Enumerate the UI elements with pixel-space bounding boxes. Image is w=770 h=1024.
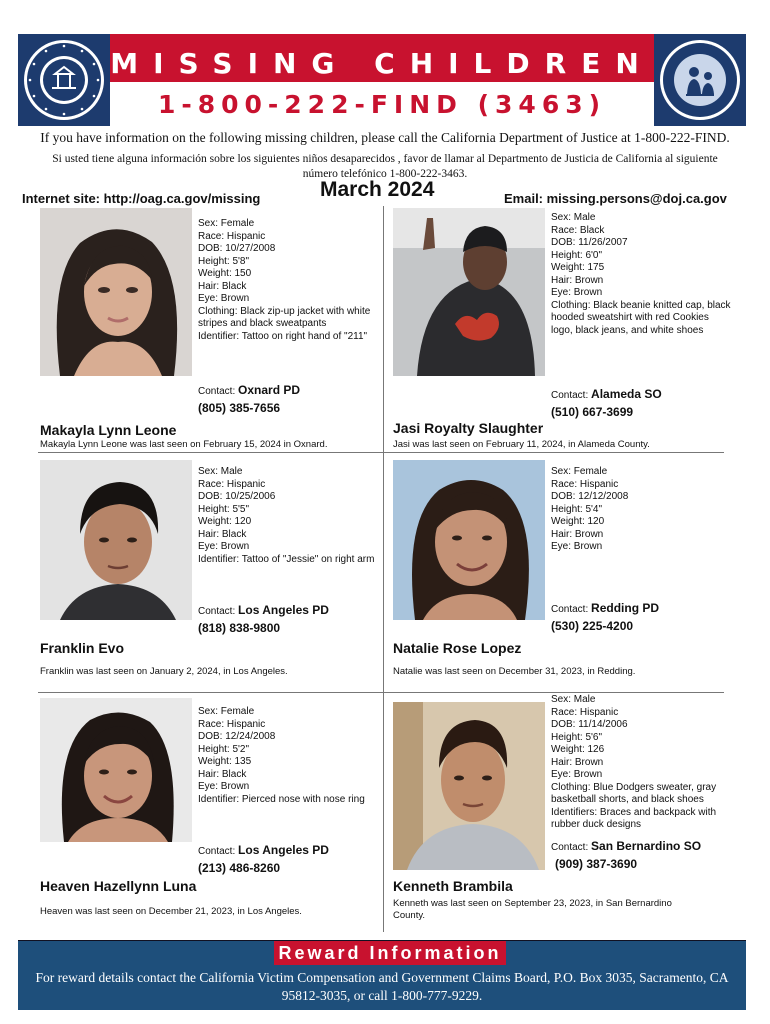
row-divider: [38, 452, 724, 453]
contact-agency: Alameda SO: [591, 387, 662, 401]
header-banner: [18, 34, 746, 126]
child-name: Franklin Evo: [40, 640, 125, 656]
child-photo: [40, 208, 192, 376]
child-photo: [40, 698, 192, 866]
detail-line: Hair: Brown: [551, 528, 604, 540]
detail-line: Height: 5'4": [551, 503, 603, 515]
detail-line: Eye: Brown: [551, 541, 603, 552]
detail-line: Identifier: Tattoo of "Jessie" on right arm: [198, 553, 375, 565]
contact-phone: (818) 838-9800: [198, 621, 281, 635]
contact-block: [198, 382, 300, 416]
contact-block: [551, 386, 662, 420]
reward-banner: [18, 940, 746, 1010]
detail-line: Weight: 135: [198, 756, 252, 767]
detail-line: Race: Hispanic: [198, 478, 266, 490]
detail-line: Height: 5'2": [198, 743, 250, 755]
last-seen-text: Franklin was last seen on January 2, 2024, in Los Angeles.: [40, 666, 288, 677]
attorney-general-seal-icon: [18, 34, 110, 126]
last-seen-text: Makayla Lynn Leone was last seen on February 15, 2024 in Oxnard.: [40, 439, 328, 450]
last-seen-text: Natalie was last seen on December 31, 2023, in Redding.: [393, 666, 636, 677]
detail-line: Weight: 150: [198, 268, 252, 279]
child-card: [38, 694, 378, 936]
child-photo: [393, 460, 545, 628]
child-name: Jasi Royalty Slaughter: [393, 420, 544, 436]
detail-line: Identifiers: Braces and backpack with rubber duck designs: [551, 806, 717, 830]
contact-phone: (805) 385-7656: [198, 401, 281, 415]
intro-english: If you have information on the following missing children, please call the California Department of Justice at 1-800-222-FIND.: [40, 130, 730, 145]
child-card: [38, 454, 378, 696]
reward-title: Reward Information: [274, 941, 506, 965]
detail-line: Race: Black: [551, 224, 605, 236]
detail-line: Hair: Black: [198, 528, 247, 540]
detail-line: Height: 5'6": [551, 731, 603, 743]
child-photo: [393, 702, 545, 870]
detail-line: Sex: Male: [551, 212, 596, 223]
detail-line: Eye: Brown: [198, 293, 250, 304]
detail-line: Race: Hispanic: [551, 478, 619, 490]
detail-line: Identifier: Pierced nose with nose ring: [198, 793, 365, 805]
contact-block: [198, 602, 329, 636]
detail-line: Clothing: Blue Dodgers sweater, gray basketball shorts, and black shoes: [551, 781, 717, 805]
contact-phone: (530) 225-4200: [551, 619, 634, 633]
contact-agency: San Bernardino SO: [591, 839, 702, 853]
child-card: [391, 694, 731, 936]
contact-phone: (213) 486-8260: [198, 861, 281, 875]
detail-line: Clothing: Black zip-up jacket with white stripes and black sweatpants: [198, 305, 371, 329]
detail-line: Eye: Brown: [551, 287, 603, 298]
intro-spanish: Si usted tiene alguna información sobre los siguientes niños desaparecidos , favor de llamar al Departmento de Justicia de California al siguiente número telefónico 1-800-222-3463.: [52, 153, 718, 180]
detail-line: Hair: Black: [198, 768, 247, 780]
last-seen-text: Heaven was last seen on December 21, 2023, in Los Angeles.: [40, 906, 302, 917]
detail-line: Identifier: Tattoo on right hand of "211": [198, 330, 368, 342]
detail-line: Race: Hispanic: [198, 230, 266, 242]
contact-phone: (909) 387-3690: [555, 857, 638, 871]
child-name: Natalie Rose Lopez: [393, 640, 522, 656]
detail-line: Hair: Black: [198, 280, 247, 292]
detail-line: Weight: 120: [198, 516, 252, 527]
page-title: MISSING CHILDREN: [110, 46, 654, 80]
contact-phone: (510) 667-3699: [551, 405, 634, 419]
child-details: [198, 218, 378, 343]
detail-line: Hair: Brown: [551, 756, 604, 768]
detail-line: Weight: 126: [551, 744, 605, 755]
child-details: [551, 466, 731, 554]
child-photo: [40, 460, 192, 628]
child-photo: [393, 208, 545, 376]
detail-line: DOB: 11/14/2006: [551, 719, 628, 730]
contact-label: Contact:: [198, 846, 239, 857]
detail-line: Eye: Brown: [551, 769, 603, 780]
detail-line: Race: Hispanic: [551, 706, 619, 718]
last-seen-text: Kenneth was last seen on September 23, 2023, in San Bernardino County.: [393, 898, 672, 921]
child-details: [551, 694, 731, 832]
contact-label: Contact:: [551, 390, 592, 401]
child-card: [391, 206, 731, 448]
detail-line: Weight: 175: [551, 262, 605, 273]
contact-label: Contact:: [198, 606, 239, 617]
detail-line: Eye: Brown: [198, 541, 250, 552]
contact-agency: Oxnard PD: [238, 383, 301, 397]
contact-email: Email: missing.persons@doj.ca.gov: [504, 191, 727, 206]
detail-line: DOB: 10/25/2006: [198, 491, 276, 502]
detail-line: DOB: 12/12/2008: [551, 491, 629, 502]
child-details: [198, 706, 378, 806]
detail-line: Clothing: Black beanie knitted cap, black hooded sweatshirt with red Cookies logo, black jeans, and white shoes: [551, 299, 731, 336]
contact-agency: Redding PD: [591, 601, 660, 615]
contact-agency: Los Angeles PD: [238, 603, 329, 617]
child-card: [38, 206, 378, 448]
detail-line: Sex: Female: [198, 706, 255, 717]
child-name: Heaven Hazellynn Luna: [40, 878, 197, 894]
contact-label: Contact:: [551, 604, 592, 615]
detail-line: Sex: Male: [551, 694, 596, 705]
detail-line: Hair: Brown: [551, 274, 604, 286]
detail-line: DOB: 10/27/2008: [198, 243, 276, 254]
detail-line: Height: 5'8": [198, 255, 250, 267]
detail-line: DOB: 12/24/2008: [198, 731, 276, 742]
missing-children-clearinghouse-seal-icon: [654, 34, 746, 126]
child-details: [551, 212, 731, 337]
hotline-number: 1-800-222-FIND (3463): [110, 82, 654, 126]
detail-line: Sex: Female: [198, 218, 255, 229]
contact-label: Contact:: [551, 842, 592, 853]
child-card: [391, 454, 731, 696]
contact-label: Contact:: [198, 386, 239, 397]
contact-block: [551, 838, 701, 872]
detail-line: Race: Hispanic: [198, 718, 266, 730]
detail-line: Eye: Brown: [198, 781, 250, 792]
bulletin-month: March 2024: [320, 178, 435, 201]
contact-block: [198, 842, 329, 876]
contact-agency: Los Angeles PD: [238, 843, 329, 857]
detail-line: Sex: Female: [551, 466, 608, 477]
detail-line: Height: 6'0": [551, 249, 603, 261]
column-divider: [383, 206, 384, 932]
contact-block: [551, 600, 659, 634]
detail-line: Sex: Male: [198, 466, 243, 477]
detail-line: Height: 5'5": [198, 503, 250, 515]
child-name: Makayla Lynn Leone: [40, 422, 177, 438]
child-name: Kenneth Brambila: [393, 878, 513, 894]
detail-line: Weight: 120: [551, 516, 605, 527]
last-seen-text: Jasi was last seen on February 11, 2024, in Alameda County.: [393, 439, 650, 450]
child-details: [198, 466, 378, 566]
children-grid: [38, 206, 731, 932]
detail-line: DOB: 11/26/2007: [551, 237, 628, 248]
reward-text: For reward details contact the California Victim Compensation and Government Claims Board, P.O. Box 3035, Sacramento, CA 95812-3035, or call 1-800-777-9229.: [35, 970, 729, 1003]
internet-site: Internet site: http://oag.ca.gov/missing: [22, 191, 261, 206]
